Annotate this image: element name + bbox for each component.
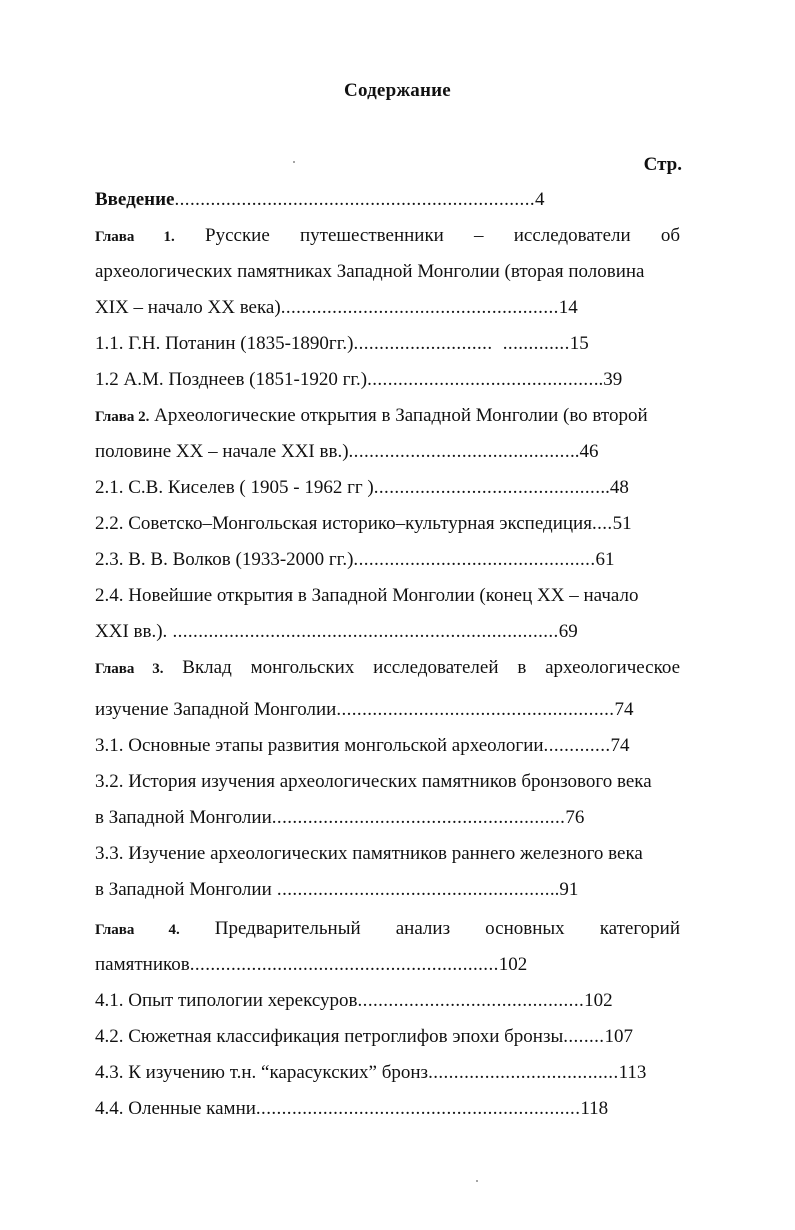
toc-leader-dots: ........................................................................... <box>167 621 559 642</box>
toc-leader-dots: ...................................................................... <box>174 189 535 210</box>
toc-leader-dots: ...................................................... <box>336 699 615 720</box>
toc-page-number: 15 <box>569 333 589 354</box>
toc-leader-dots: ............................................... <box>353 549 596 570</box>
toc-entry-text: 2.1. С.В. Киселев ( 1905 - 1962 гг ) <box>95 477 374 498</box>
toc-leader-dots: ............................................................... <box>255 1098 581 1119</box>
toc-leader-dots: ..................................................... <box>271 879 550 900</box>
toc-page-number: ..91 <box>549 879 579 900</box>
toc-entry <box>95 620 680 644</box>
toc-entry <box>95 878 680 902</box>
toc-leader-dots: ...................................................... <box>280 297 559 318</box>
toc-entry <box>95 1061 680 1085</box>
toc-entry-text: изучение Западной Монголии <box>95 699 337 720</box>
toc-page-number: 4 <box>535 189 545 210</box>
toc-entry-continuation <box>95 584 680 608</box>
toc-entry-continuation <box>95 842 680 866</box>
toc-entry-text: Предварительный анализ основных категорий <box>214 918 680 939</box>
toc-entry-text: XIX – начало XX века) <box>95 297 281 318</box>
toc-chapter-heading <box>95 656 680 681</box>
toc-entry-text: 3.3. Изучение археологических памятников раннего железного века <box>95 843 643 864</box>
toc-leader-dots: ............................................ <box>367 369 594 390</box>
toc-entry-continuation <box>95 770 680 794</box>
toc-page-number: 107 <box>604 1026 633 1047</box>
toc-entry-text: 3.2. История изучения археологических памятников бронзового века <box>95 771 652 792</box>
toc-entry-text: Вклад монгольских исследователей в археологическое <box>182 657 680 678</box>
toc-entry-text: 4.3. К изучению т.н. “карасукских” бронз <box>95 1062 429 1083</box>
chapter-label: Глава 3. <box>95 661 164 677</box>
toc-page-number: 74 <box>614 699 634 720</box>
toc-entry <box>95 989 680 1013</box>
toc-page-number: ..46 <box>569 441 599 462</box>
toc-entry <box>95 806 680 830</box>
toc-entry-text: 4.2. Сюжетная классификация петроглифов эпохи бронзы <box>95 1026 564 1047</box>
toc-entry-text: в Западной Монголии <box>95 807 272 828</box>
toc-entry-text: 2.3. В. В. Волков (1933-2000 гг.) <box>95 549 354 570</box>
toc-entry <box>95 1025 680 1049</box>
toc-leader-dots: ..................................... <box>428 1062 619 1083</box>
toc-leader-dots: ......................................................... <box>271 807 566 828</box>
toc-entry <box>95 698 680 722</box>
toc-entry <box>95 332 680 356</box>
toc-page-number: 14 <box>558 297 578 318</box>
toc-chapter-heading <box>95 404 680 429</box>
toc-leader-dots: ........................................... <box>348 441 570 462</box>
chapter-label: Глава 4. <box>95 922 180 938</box>
toc-leader-dots: ............................................ <box>373 477 601 498</box>
toc-entry-text: 4.1. Опыт типологии херексуров <box>95 990 358 1011</box>
toc-entry-text: Введение <box>95 189 175 210</box>
toc-entry <box>95 1097 680 1121</box>
toc-entry <box>95 368 680 392</box>
toc-leader-dots: ............................................................ <box>189 954 499 975</box>
toc-page-number: 102 <box>498 954 528 975</box>
toc-entry-text: 4.4. Оленные камни <box>95 1098 256 1119</box>
toc-leader-dots: ............................................ <box>357 990 585 1011</box>
toc-entry-continuation <box>95 260 680 284</box>
toc-chapter-heading <box>95 917 680 942</box>
page-number-header: Стр. <box>643 154 682 175</box>
toc-entry-text: 2.4. Новейшие открытия в Западной Монголии (конец XX – начало <box>95 585 639 606</box>
toc-entry <box>95 188 680 212</box>
toc-entry-text: XXI вв.). <box>95 621 168 642</box>
toc-leader-dots: ........................... ............. <box>353 333 570 354</box>
toc-leader-dots: ............. <box>543 735 611 756</box>
toc-entry-text: 2.2. Советско–Монгольская историко–культурная экспедиция <box>95 513 592 534</box>
toc-page-number: 74 <box>610 735 630 756</box>
toc-entry <box>95 440 680 464</box>
toc-chapter-heading <box>95 224 680 249</box>
toc-entry-text: 1.1. Г.Н. Потанин (1835-1890гг.) <box>95 333 354 354</box>
toc-page-number: 118 <box>580 1098 609 1119</box>
toc-entry <box>95 953 680 977</box>
toc-page-number: ..39 <box>593 369 623 390</box>
toc-entry-text: Археологические открытия в Западной Монголии (во второй <box>154 405 648 426</box>
toc-leader-dots: .... <box>591 513 613 534</box>
toc-entry-text: 3.1. Основные этапы развития монгольской археологии <box>95 735 544 756</box>
toc-page-number: 76 <box>565 807 585 828</box>
toc-entry-text: памятников <box>95 954 190 975</box>
chapter-label: Глава 2. <box>95 409 150 425</box>
toc-entry <box>95 548 680 572</box>
toc-leader-dots: ........ <box>563 1026 605 1047</box>
toc-page-number: 69 <box>558 621 578 642</box>
toc-entry-text: в Западной Монголии <box>95 879 272 900</box>
scan-speck <box>293 161 295 163</box>
toc-page-number: 102 <box>584 990 613 1011</box>
toc-page-number: 113 <box>618 1062 647 1083</box>
toc-entry <box>95 512 680 536</box>
toc-entry <box>95 734 680 758</box>
toc-page-number: 61 <box>595 549 615 570</box>
toc-page-number: 51 <box>612 513 632 534</box>
toc-entry-text: археологических памятниках Западной Монголии (вторая половина <box>95 261 645 282</box>
toc-entry-text: половине XX – начале XXI вв.) <box>95 441 349 462</box>
toc-entry <box>95 476 680 500</box>
chapter-label: Глава 1. <box>95 229 175 245</box>
toc-page-number: ..48 <box>600 477 629 498</box>
scan-speck <box>476 1180 478 1182</box>
toc-entry <box>95 296 680 320</box>
toc-entry-text: Русские путешественники – исследователи об <box>205 225 680 246</box>
toc-entry-text: 1.2 А.М. Позднеев (1851-1920 гг.) <box>95 369 368 390</box>
page-title: Содержание <box>344 80 451 101</box>
